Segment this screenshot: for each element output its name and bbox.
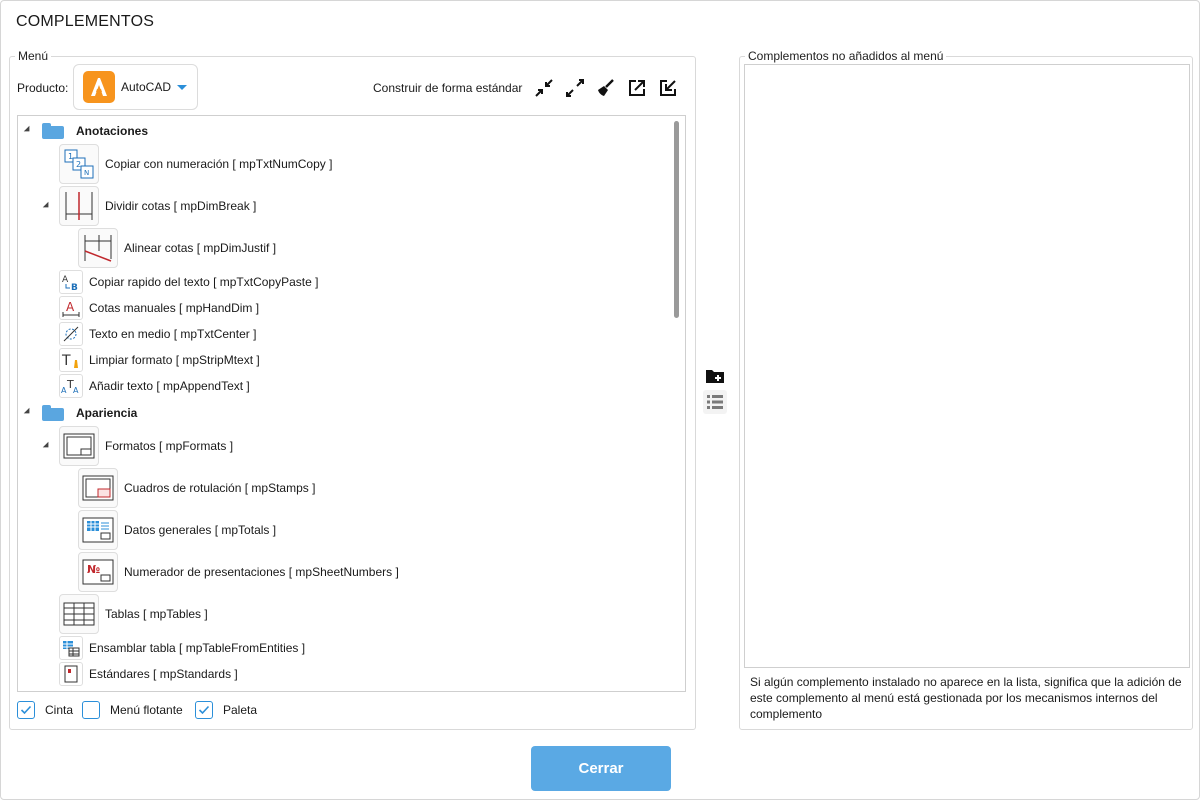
tree-item[interactable] (78, 552, 399, 592)
clean-button[interactable] (594, 76, 618, 100)
tree-item-label: Numerador de presentaciones [ mpSheetNumbers ] (124, 565, 399, 579)
tree-item-label: Añadir texto [ mpAppendText ] (89, 379, 250, 393)
tree-item[interactable] (59, 144, 332, 184)
tree-item[interactable] (59, 662, 238, 686)
tree-item[interactable] (59, 296, 259, 320)
palette-checkbox-row[interactable] (195, 701, 257, 719)
ribbon-checkbox-label: Cinta (45, 703, 74, 717)
menu-group-legend: Menú (18, 49, 49, 63)
svg-text:№: № (87, 563, 101, 576)
autocad-logo-icon (83, 71, 115, 103)
tree-item-label: Texto en medio [ mpTxtCenter ] (89, 327, 257, 341)
not-added-note: Si algún complemento instalado no aparece en la lista, significa que la adición de este complemento al menú está gestionada por los mecanismos internos del complemento (750, 675, 1182, 721)
product-value: AutoCAD (121, 80, 172, 94)
tree-item[interactable] (59, 636, 305, 660)
collapse-all-icon (534, 78, 554, 98)
tree-category-annotations[interactable] (42, 123, 148, 139)
table-from-entities-icon (59, 636, 83, 660)
svg-text:A: A (62, 275, 69, 285)
floating-menu-checkbox[interactable] (82, 701, 100, 719)
tree-item[interactable] (59, 270, 318, 294)
tree-item[interactable] (78, 468, 315, 508)
category-label: Anotaciones (76, 124, 149, 138)
tree-item[interactable] (59, 322, 256, 346)
sheet-numbers-icon (78, 552, 118, 592)
tree-item-label: Dividir cotas [ mpDimBreak ] (105, 199, 257, 213)
tree-item[interactable] (59, 348, 260, 372)
tree-item[interactable] (78, 510, 276, 550)
append-text-icon (59, 374, 83, 398)
svg-text:B: B (71, 283, 78, 292)
checkmark-icon (198, 704, 210, 716)
tables-icon (59, 594, 99, 634)
tree-item-label: Datos generales [ mpTotals ] (124, 523, 277, 537)
tree-item-label: Estándares [ mpStandards ] (89, 667, 238, 681)
expand-all-icon (565, 78, 585, 98)
add-group-button[interactable] (703, 364, 727, 388)
checkmark-icon (20, 704, 32, 716)
product-select[interactable] (73, 64, 198, 110)
folder-icon (42, 405, 64, 421)
svg-text:N: N (84, 169, 90, 177)
product-label: Producto: (17, 81, 69, 95)
add-separator-button[interactable] (703, 390, 727, 414)
tree-item-label: Cuadros de rotulación [ mpStamps ] (124, 481, 316, 495)
tree-item-label: Formatos [ mpFormats ] (105, 439, 234, 453)
import-icon (658, 78, 678, 98)
import-button[interactable] (656, 76, 680, 100)
palette-checkbox[interactable] (195, 701, 213, 719)
hand-dimension-icon (59, 296, 83, 320)
tree-scrollbar[interactable] (674, 121, 679, 318)
category-label: Apariencia (76, 406, 138, 420)
tree-item-label: Limpiar formato [ mpStripMtext ] (89, 353, 260, 367)
svg-text:T: T (67, 378, 74, 391)
export-button[interactable] (625, 76, 649, 100)
not-added-group-legend: Complementos no añadidos al menú (748, 49, 944, 63)
broom-icon (596, 78, 616, 98)
svg-text:1: 1 (68, 152, 74, 161)
collapse-all-button[interactable] (532, 76, 556, 100)
floating-menu-checkbox-row[interactable] (82, 701, 183, 719)
svg-text:2: 2 (76, 160, 82, 169)
folder-add-icon (705, 366, 725, 386)
title-block-icon (78, 468, 118, 508)
tree-item-label: Copiar con numeración [ mpTxtNumCopy ] (105, 157, 333, 171)
dim-justify-icon (78, 228, 118, 268)
tree-item[interactable] (59, 374, 250, 398)
svg-text:A: A (73, 386, 79, 395)
standards-icon (59, 662, 83, 686)
tree-item-label: Alinear cotas [ mpDimJustif ] (124, 241, 277, 255)
svg-text:A: A (66, 300, 75, 314)
tree-item[interactable] (59, 594, 208, 634)
tree-category-appearance[interactable] (42, 405, 137, 421)
text-copy-paste-icon (59, 270, 83, 294)
tree-item-label: Tablas [ mpTables ] (105, 607, 208, 621)
folder-icon (42, 123, 64, 139)
expand-all-button[interactable] (563, 76, 587, 100)
svg-text:A: A (61, 386, 67, 395)
tree-item[interactable] (78, 228, 276, 268)
tree-item-label: Ensamblar tabla [ mpTableFromEntities ] (89, 641, 306, 655)
not-added-list[interactable] (744, 64, 1190, 668)
floating-menu-checkbox-label: Menú flotante (110, 703, 183, 717)
ribbon-checkbox[interactable] (17, 701, 35, 719)
window-title: COMPLEMENTOS (16, 13, 155, 30)
dim-break-icon (59, 186, 99, 226)
tree-item[interactable] (59, 186, 256, 226)
palette-checkbox-label: Paleta (223, 703, 258, 717)
list-icon (705, 392, 725, 412)
chevron-down-icon (177, 85, 187, 90)
tree-item-label: Cotas manuales [ mpHandDim ] (89, 301, 260, 315)
formats-icon (59, 426, 99, 466)
svg-text:T: T (62, 353, 71, 369)
ribbon-checkbox-row[interactable] (17, 701, 73, 719)
build-standard-label: Construir de forma estándar (373, 81, 523, 95)
general-data-icon (78, 510, 118, 550)
strip-format-icon (59, 348, 83, 372)
export-icon (627, 78, 647, 98)
numbered-copy-icon (59, 144, 99, 184)
tree-item[interactable] (59, 426, 233, 466)
close-button[interactable]: Cerrar (531, 746, 671, 791)
tree-item-label: Copiar rapido del texto [ mpTxtCopyPaste ] (89, 275, 319, 289)
text-center-icon (59, 322, 83, 346)
